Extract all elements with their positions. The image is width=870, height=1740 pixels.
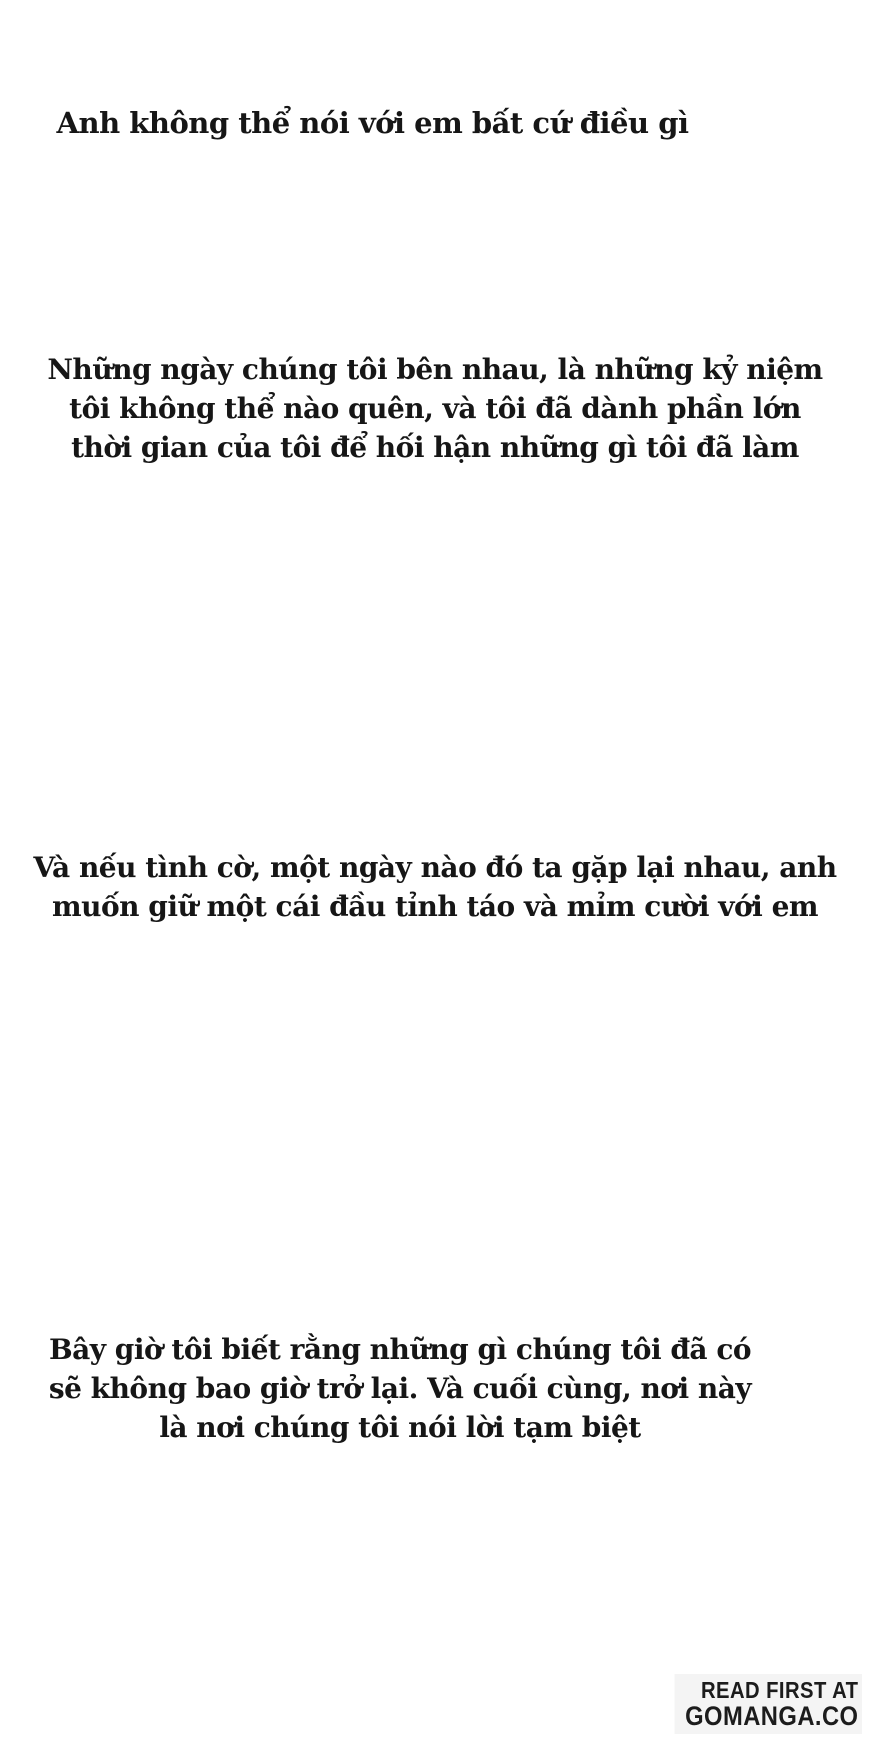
dialogue-line: thời gian của tôi để hối hận những gì tôi đã làm (71, 431, 799, 464)
dialogue-line: muốn giữ một cái đầu tỉnh táo và mỉm cười với em (51, 890, 819, 923)
dialogue-line: là nơi chúng tôi nói lời tạm biệt (159, 1411, 641, 1444)
dialogue-line: tôi không thể nào quên, và tôi đã dành phần lớn (69, 392, 801, 425)
dialogue-block-4 (0, 1330, 800, 1447)
watermark-line-2: GOMANGA.CO (685, 1701, 859, 1731)
dialogue-block-1 (0, 104, 745, 143)
dialogue-line: Bây giờ tôi biết rằng những gì chúng tôi đã có (48, 1333, 752, 1366)
dialogue-line: Và nếu tình cờ, một ngày nào đó ta gặp lại nhau, anh (33, 851, 837, 884)
site-watermark (675, 1674, 862, 1734)
dialogue-line: sẽ không bao giờ trở lại. Và cuối cùng, nơi này (48, 1372, 752, 1405)
dialogue-block-3 (0, 848, 870, 926)
watermark-line-1: READ FIRST AT (700, 1677, 859, 1703)
dialogue-block-2 (0, 350, 870, 467)
dialogue-line: Những ngày chúng tôi bên nhau, là những kỷ niệm (47, 353, 823, 386)
dialogue-line: Anh không thể nói với em bất cứ điều gì (56, 106, 689, 140)
